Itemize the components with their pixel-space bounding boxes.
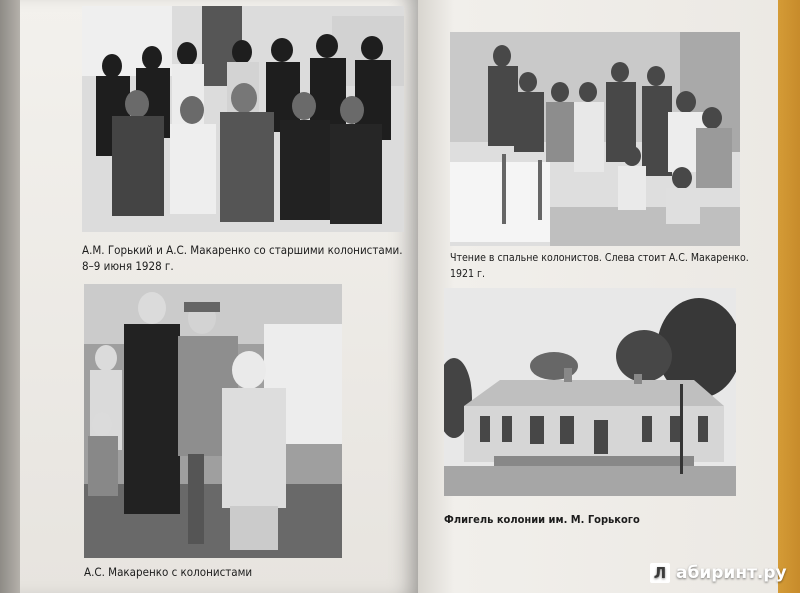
labirint-text: абиринт.ру: [676, 563, 787, 583]
right-page: [418, 0, 778, 593]
caption-photo-1: А.М. Горький и А.С. Макаренко со старшими колонистами. 8–9 июня 1928 г.: [82, 243, 403, 273]
labirint-watermark: [650, 560, 787, 586]
caption-photo-2: А.С. Макаренко с колонистами: [84, 565, 253, 579]
caption-photo-3: Чтение в спальне колонистов. Слева стоит А.С. Макаренко. 1921 г.: [450, 252, 749, 280]
photo-dormitory-reading: [450, 32, 740, 246]
photo-colony-building: [444, 288, 736, 496]
photo-gorky-group: [82, 6, 404, 232]
photo-makarenko-children: [84, 284, 342, 558]
labirint-logo: Л: [650, 563, 670, 583]
left-page: [20, 0, 418, 593]
caption-photo-4: Флигель колонии им. М. Горького: [444, 513, 640, 526]
